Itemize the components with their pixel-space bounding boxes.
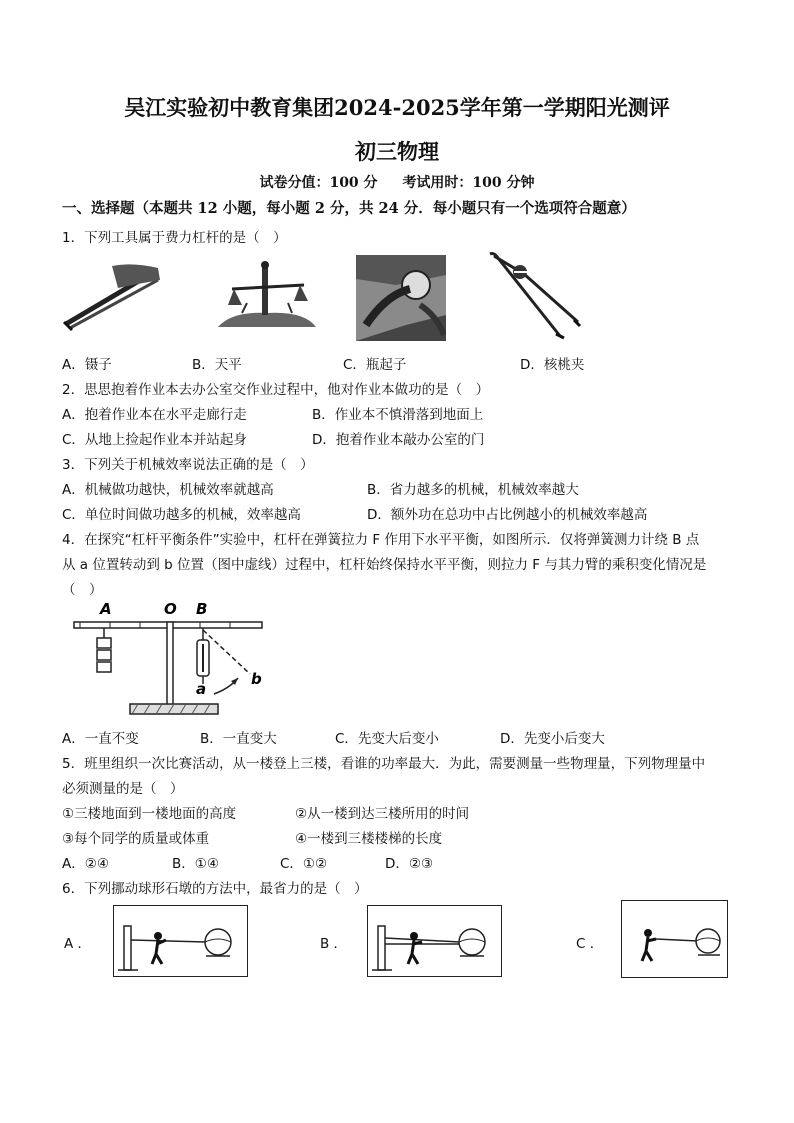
tweezers-image	[62, 258, 162, 334]
q5-stem-line1: 5．班里组织一次比赛活动，从一楼登上三楼，看谁的功率最大．为此，需要测量一些物理量，下列物理量中	[62, 756, 706, 772]
lever-label-a: A	[100, 600, 112, 618]
q2-option-a: A．抱着作业本在水平走廊行走	[62, 407, 247, 423]
nutcracker-image	[484, 250, 582, 342]
lever-label-b: B	[196, 600, 208, 618]
exam-meta	[0, 172, 794, 192]
q6-figure-c	[621, 900, 728, 978]
q5-option-b: B．①④	[172, 856, 219, 872]
q6-stem: 6．下列挪动球形石墩的方法中，最省力的是（ ）	[62, 881, 368, 897]
q4-option-a: A．一直不变	[62, 731, 139, 747]
q4-stem-line3: （ ）	[62, 582, 103, 598]
exam-subject: 初三物理	[355, 139, 439, 164]
q4-stem-line2: 从 a 位置转动到 b 位置（图中虚线）过程中，杠杆始终保持水平平衡，则拉力 F 与其力臂的乘积变化情况是	[62, 557, 707, 573]
score-label: 试卷分值：100 分	[259, 175, 378, 191]
q1-option-d: D．核桃夹	[520, 357, 585, 373]
q6-option-c: C ．	[576, 936, 604, 952]
q3-option-a: A．机械做功越快，机械效率就越高	[62, 482, 274, 498]
q1-option-b: B．天平	[192, 357, 242, 373]
q3-option-d: D．额外功在总功中占比例越小的机械效率越高	[367, 507, 648, 523]
lever-diagram	[70, 598, 266, 720]
lever-label-small-a: a	[196, 680, 207, 698]
q4-option-c: C．先变大后变小	[335, 731, 439, 747]
weight-2	[97, 650, 111, 660]
time-label: 考试用时：100 分钟	[402, 175, 535, 191]
q5-item-4: ④一楼到三楼楼梯的长度	[295, 831, 443, 847]
lever-stand	[167, 622, 173, 706]
exam-title: 吴江实验初中教育集团2024-2025学年第一学期阳光测评	[124, 95, 670, 120]
q5-option-d: D．②③	[385, 856, 434, 872]
lever-label-small-b: b	[251, 670, 262, 688]
spring-position-b-line	[203, 630, 250, 674]
q6-option-a: A ．	[64, 936, 92, 952]
q6-option-b: B ．	[320, 936, 348, 952]
q3-option-b: B．省力越多的机械，机械效率越大	[367, 482, 579, 498]
balance-scale-image	[212, 255, 322, 337]
q1-stem: 1．下列工具属于费力杠杆的是（ ）	[62, 230, 287, 246]
q5-option-c: C．①②	[280, 856, 328, 872]
q2-stem: 2．思思抱着作业本去办公室交作业过程中，他对作业本做功的是（ ）	[62, 382, 490, 398]
q5-item-2: ②从一楼到达三楼所用的时间	[295, 806, 470, 822]
q4-stem-line1: 4．在探究“杠杆平衡条件”实验中，杠杆在弹簧拉力 F 作用下水平平衡，如图所示．仅将弹簧测力计绕 B 点	[62, 532, 700, 548]
q5-item-1: ①三楼地面到一楼地面的高度	[62, 806, 237, 822]
section-heading: 一、选择题（本题共 12 小题，每小题 2 分，共 24 分．每小题只有一个选项符合题意）	[62, 200, 636, 217]
q5-item-3: ③每个同学的质量或体重	[62, 831, 210, 847]
q3-stem: 3．下列关于机械效率说法正确的是（ ）	[62, 457, 314, 473]
q2-option-c: C．从地上捡起作业本并站起身	[62, 432, 247, 448]
q1-option-c: C．瓶起子	[343, 357, 407, 373]
q6-figure-a	[113, 905, 248, 977]
q2-option-d: D．抱着作业本敲办公室的门	[312, 432, 485, 448]
q5-stem-line2: 必须测量的是（ ）	[62, 781, 184, 797]
q6-figure-b	[367, 905, 502, 977]
q5-option-a: A．②④	[62, 856, 109, 872]
q3-option-c: C．单位时间做功越多的机械，效率越高	[62, 507, 301, 523]
weight-1	[97, 638, 111, 648]
weight-3	[97, 662, 111, 672]
q4-option-d: D．先变小后变大	[500, 731, 605, 747]
q4-option-b: B．一直变大	[200, 731, 277, 747]
lever-label-o: O	[164, 600, 177, 618]
bottle-opener-image	[356, 255, 446, 341]
q1-option-a: A．镊子	[62, 357, 112, 373]
q2-option-b: B．作业本不慎滑落到地面上	[312, 407, 484, 423]
